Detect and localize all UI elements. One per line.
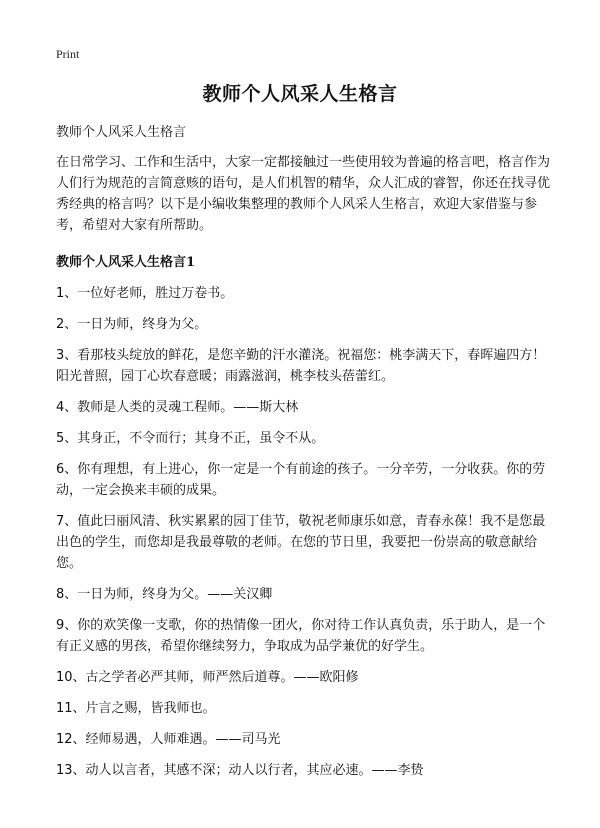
quote-item: 11、片言之赐，皆我师也。 <box>56 701 216 716</box>
quote-item: 12、经师易遇，人师难遇。——司马光 <box>56 732 281 747</box>
print-link[interactable]: Print <box>56 47 80 61</box>
document-title: 教师个人风采人生格言 <box>202 83 398 105</box>
quote-item: 13、动人以言者，其感不深；动人以行者，其应必速。——李贽 <box>56 763 424 778</box>
quote-item: 9、你的欢笑像一支歌，你的热情像一团火，你对待工作认真负责，乐于助人，是一个有正义感的男孩，希望你继续努力，争取成为品学兼优的好学生。 <box>56 618 546 654</box>
quote-list <box>56 283 551 781</box>
quote-item: 6、你有理想，有上进心，你一定是一个有前途的孩子。一分辛劳，一分收获。你的劳动，一定会换来丰硕的成果。 <box>56 462 546 498</box>
quote-item: 5、其身正，不令而行；其身不正，虽令不从。 <box>56 431 325 446</box>
quote-item: 8、一日为师，终身为父。——关汉卿 <box>56 587 273 602</box>
intro-paragraph: 在日常学习、工作和生活中，大家一定都接触过一些使用较为普遍的格言吧，格言作为人们行为规范的言简意赅的语句，是人们机智的精华，众人汇成的睿智，你还在找寻优秀经典的格言吗？以下是小编收集整理的教师个人风采人生格言，欢迎大家借鉴与参考，希望对大家有所帮助。 <box>56 155 551 233</box>
quote-item: 3、看那枝头绽放的鲜花，是您辛勤的汗水灌浇。祝福您：桃李满天下，春晖遍四方！阳光普照，园丁心坎春意暖；雨露滋润，桃李枝头蓓蕾红。 <box>56 348 546 384</box>
quote-item: 4、教师是人类的灵魂工程师。——斯大林 <box>56 400 299 415</box>
quote-item: 1、一位好老师，胜过万卷书。 <box>56 286 234 301</box>
quote-item: 7、值此曰丽风清、秋实累累的园丁佳节，敬祝老师康乐如意，青春永葆！我不是您最出色的学生，而您却是我最尊敬的老师。在您的节日里，我要把一份崇高的敬意献给您。 <box>56 514 546 571</box>
document-body <box>56 122 551 791</box>
section-heading: 教师个人风采人生格言1 <box>56 255 196 270</box>
quote-item: 10、古之学者必严其师，师严然后道尊。——欧阳修 <box>56 670 359 685</box>
quote-item: 2、一日为师，终身为父。 <box>56 317 208 332</box>
document-subtitle: 教师个人风采人生格言 <box>56 125 187 140</box>
